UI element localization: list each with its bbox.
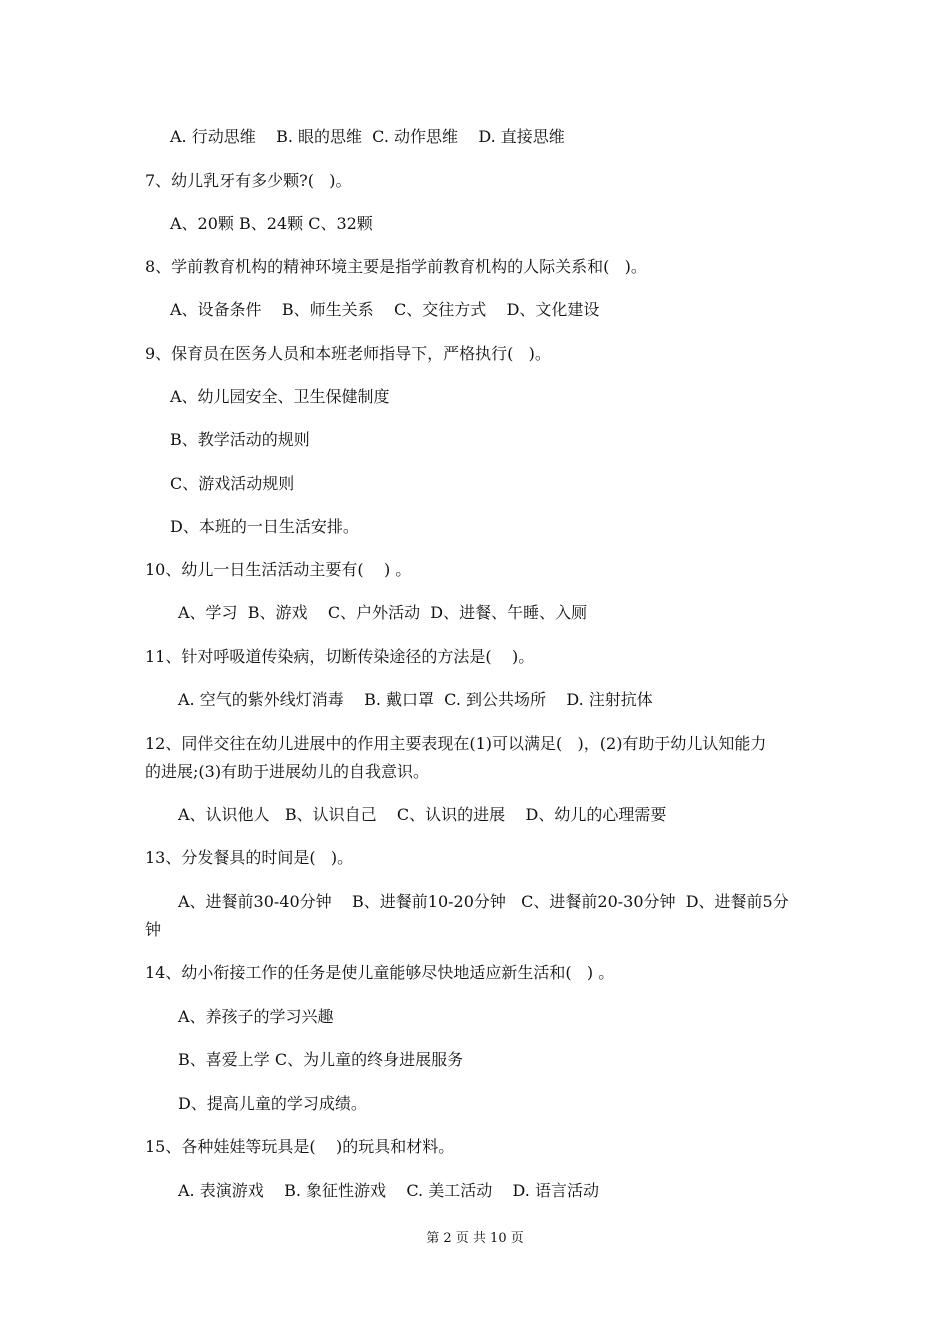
q13-options-line-1: A、进餐前30-40分钟 B、进餐前10-20分钟 C、进餐前20-30分钟 D、进餐前5分 xyxy=(178,892,789,911)
q8-options: A、设备条件 B、师生关系 C、交往方式 D、文化建设 xyxy=(170,300,600,319)
page-footer: 第 2 页 共 10 页 xyxy=(426,1231,524,1246)
question-15: 15、各种娃娃等玩具是( )的玩具和材料。 xyxy=(145,1137,455,1156)
q11-options: A. 空气的紫外线灯消毒 B. 戴口罩 C. 到公共场所 D. 注射抗体 xyxy=(178,690,653,709)
question-9: 9、保育员在医务人员和本班老师指导下，严格执行( )。 xyxy=(145,344,551,363)
q14-option-d: D、提高儿童的学习成绩。 xyxy=(178,1094,367,1113)
question-13: 13、分发餐具的时间是( )。 xyxy=(145,848,354,867)
question-12-line-1: 12、同伴交往在幼儿进展中的作用主要表现在(1)可以满足( )，(2)有助于幼儿认知能力 xyxy=(145,734,767,753)
q14-option-bc: B、喜爱上学 C、为儿童的终身进展服务 xyxy=(178,1050,464,1069)
q13-options-line-2: 钟 xyxy=(145,920,162,939)
question-12-line-2: 的进展;(3)有助于进展幼儿的自我意识。 xyxy=(145,762,430,781)
q15-options: A. 表演游戏 B. 象征性游戏 C. 美工活动 D. 语言活动 xyxy=(178,1181,599,1200)
q14-option-a: A、养孩子的学习兴趣 xyxy=(178,1007,334,1026)
question-8: 8、学前教育机构的精神环境主要是指学前教育机构的人际关系和( )。 xyxy=(145,257,647,276)
q6-options: A. 行动思维 B. 眼的思维 C. 动作思维 D. 直接思维 xyxy=(170,127,565,146)
question-10: 10、幼儿一日生活活动主要有( ) 。 xyxy=(145,560,412,579)
q9-option-d: D、本班的一日生活安排。 xyxy=(170,517,359,536)
question-11: 11、针对呼吸道传染病，切断传染途径的方法是( )。 xyxy=(145,647,535,666)
q10-options: A、学习 B、游戏 C、户外活动 D、进餐、午睡、入厕 xyxy=(178,603,588,622)
question-14: 14、幼小衔接工作的任务是使儿童能够尽快地适应新生活和( ) 。 xyxy=(145,963,615,982)
q9-option-b: B、教学活动的规则 xyxy=(170,430,310,449)
q7-options: A、20颗 B、24颗 C、32颗 xyxy=(170,214,373,233)
q9-option-a: A、幼儿园安全、卫生保健制度 xyxy=(170,387,390,406)
q12-options: A、认识他人 B、认识自己 C、认识的进展 D、幼儿的心理需要 xyxy=(178,805,667,824)
q9-option-c: C、游戏活动规则 xyxy=(170,474,295,493)
question-7: 7、幼儿乳牙有多少颗?( )。 xyxy=(145,171,352,190)
